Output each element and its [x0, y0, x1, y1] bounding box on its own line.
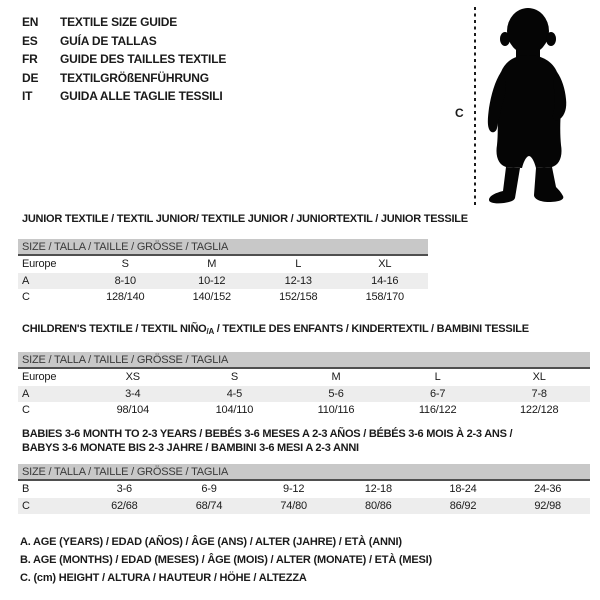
cell: 6-9 [201, 483, 217, 496]
cell: 18-24 [449, 483, 477, 496]
cell: 3-4 [125, 387, 141, 400]
junior-size-table [18, 212, 468, 306]
language-legend [22, 13, 226, 106]
cell: 110/116 [317, 404, 355, 417]
baby-silhouette-image [486, 5, 598, 207]
cell: 140/152 [192, 291, 231, 304]
title-part: CHILDREN'S TEXTILE / TEXTIL NIÑO [22, 323, 207, 335]
cell: 9-12 [283, 483, 305, 496]
legend-row-fr [22, 50, 226, 69]
cell: L [295, 258, 302, 271]
cell: 24-36 [534, 483, 562, 496]
junior-table-title: JUNIOR TEXTILE / TEXTIL JUNIOR/ TEXTILE JUNIOR / JUNIORTEXTIL / JUNIOR TESSILE [22, 213, 468, 225]
cell: S [230, 371, 238, 384]
legend-row-it [22, 87, 226, 106]
table-row [18, 386, 590, 403]
cell: 4-5 [226, 387, 243, 400]
table-row [18, 289, 428, 306]
cell: 158/170 [365, 291, 404, 304]
cell: 98/104 [116, 404, 150, 417]
height-measure-label: C [455, 106, 464, 120]
lang-code: DE [22, 70, 39, 85]
footnotes [20, 534, 432, 587]
cell: 116/122 [418, 404, 457, 417]
legend-row-en [22, 13, 226, 32]
cell: M [331, 371, 341, 384]
row-label: Europe [22, 258, 57, 271]
childrens-size-table [18, 322, 590, 419]
cell: 5-6 [328, 387, 344, 400]
cell: 80/86 [365, 499, 392, 512]
lang-title: GUIDE DES TAILLES TEXTILE [60, 52, 227, 67]
row-label: C [22, 404, 30, 417]
cell: 14-16 [371, 274, 399, 287]
note-b: B. AGE (MONTHS) / EDAD (MESES) / ÂGE (MOIS) / ALTER (MONATE) / ETÀ (MESI) [20, 553, 432, 566]
cell: XL [532, 371, 546, 384]
cell: 128/140 [106, 291, 145, 304]
row-label: C [22, 291, 30, 304]
cell: 86/92 [449, 499, 477, 512]
cell: 3-6 [116, 483, 132, 496]
babies-size-table [18, 427, 590, 514]
lang-title: TEXTILE SIZE GUIDE [60, 15, 178, 30]
lang-code: ES [22, 33, 38, 48]
cell: 12-13 [284, 274, 312, 287]
title-line-1: BABIES 3-6 MONTH TO 2-3 YEARS / BEBÉS 3-6 MESES A 2-3 AÑOS / BÉBÉS 3-6 MOIS À 2-3 ANS / [22, 428, 513, 440]
title-line-2: BABYS 3-6 MONATE BIS 2-3 JAHRE / BAMBINI 3-6 MESI A 2-3 ANNI [22, 442, 359, 454]
cell: XS [125, 371, 140, 384]
table-row [18, 369, 590, 386]
legend-row-es [22, 32, 226, 51]
cell: M [207, 258, 217, 271]
babies-table-title [18, 427, 590, 455]
note-c: C. (cm) HEIGHT / ALTURA / HAUTEUR / HÖHE / ALTEZZA [20, 571, 307, 584]
cell: S [121, 258, 129, 271]
table-row [18, 273, 428, 290]
row-label: A [22, 387, 30, 400]
cell: L [434, 371, 441, 384]
cell: 104/110 [215, 404, 254, 417]
cell: 62/68 [111, 499, 138, 512]
table-row [18, 481, 590, 498]
height-measure-dashed-line [474, 7, 476, 205]
cell: 152/158 [279, 291, 318, 304]
cell: 68/74 [195, 499, 223, 512]
lang-title: TEXTILGRÖßENFÜHRUNG [60, 70, 209, 85]
cell: XL [378, 258, 392, 271]
cell: 8-10 [114, 274, 136, 287]
cell: 122/128 [520, 404, 559, 417]
row-label: B [22, 483, 30, 496]
lang-code: FR [22, 52, 38, 67]
table-row [18, 256, 428, 273]
cell: 12-18 [364, 483, 392, 496]
childrens-table-title [18, 322, 590, 339]
lang-code: IT [22, 89, 33, 104]
cell: 10-12 [198, 274, 226, 287]
size-header-bar: SIZE / TALLA / TAILLE / GRÖSSE / TAGLIA [18, 352, 590, 369]
lang-title: GUÍA DE TALLAS [60, 33, 157, 48]
row-label: Europe [22, 371, 57, 384]
table-row [18, 402, 590, 419]
row-label: C [22, 499, 30, 512]
cell: 6-7 [429, 387, 446, 400]
cell: 74/80 [280, 499, 307, 512]
row-label: A [22, 274, 30, 287]
size-header-bar: SIZE / TALLA / TAILLE / GRÖSSE / TAGLIA [18, 464, 590, 481]
legend-row-de [22, 69, 226, 88]
cell: 92/98 [534, 499, 561, 512]
title-subscript: /A [206, 327, 214, 336]
size-header-bar: SIZE / TALLA / TAILLE / GRÖSSE / TAGLIA [18, 239, 428, 256]
note-a: A. AGE (YEARS) / EDAD (AÑOS) / ÂGE (ANS) / ALTER (JAHRE) / ETÀ (ANNI) [20, 536, 402, 548]
table-row [18, 498, 590, 515]
title-part: / TEXTILE DES ENFANTS / KINDERTEXTIL / BAMBINI TESSILE [213, 323, 529, 335]
lang-title: GUIDA ALLE TAGLIE TESSILI [60, 89, 223, 104]
lang-code: EN [22, 15, 39, 30]
cell: 7-8 [531, 387, 547, 400]
